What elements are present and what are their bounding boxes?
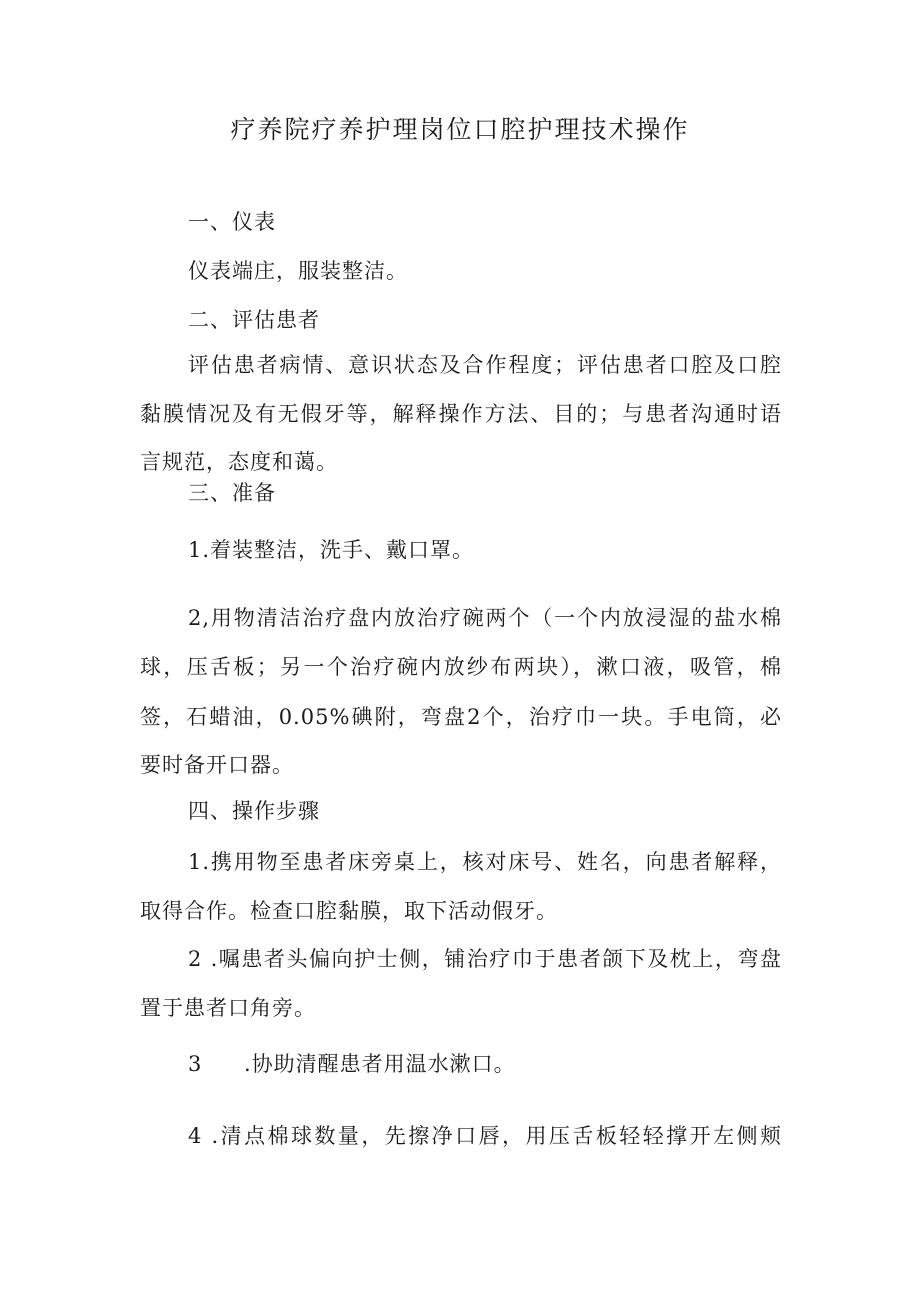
section-heading-procedure: 四、操作步骤 <box>188 799 320 823</box>
paragraph-line: 仪表端庄，服装整洁。 <box>188 259 408 283</box>
section-heading-appearance: 一、仪表 <box>188 210 276 234</box>
list-item: 1.着装整洁，洗手、戴口罩。 <box>188 538 475 562</box>
paragraph-line: 言规范，态度和蔼。 <box>140 450 338 474</box>
paragraph-line: 球，压舌板；另一个治疗碗内放纱布两块），漱口液，吸管，棉 <box>140 655 782 679</box>
section-heading-preparation: 三、准备 <box>188 481 276 505</box>
paragraph-line: 评估患者病情、意识状态及合作程度；评估患者口腔及口腔 <box>188 353 782 377</box>
document-title: 疗养院疗养护理岗位口腔护理技术操作 <box>230 115 690 144</box>
paragraph-line: 签，石蜡油，0.05%碘附，弯盘2个，治疗巾一块。手电筒，必 <box>140 705 782 729</box>
list-item-text: .协助清醒患者用温水漱口。 <box>244 1052 516 1076</box>
paragraph-line: 要时备开口器。 <box>140 753 294 777</box>
paragraph-line: 置于患者口角旁。 <box>140 996 316 1020</box>
list-item <box>188 1049 516 1079</box>
list-item: 2 .嘱患者头偏向护士侧，铺治疗巾于患者颌下及枕上，弯盘 <box>188 947 782 971</box>
list-item: 2,用物清洁治疗盘内放治疗碗两个（一个内放浸湿的盐水棉 <box>188 606 782 630</box>
list-item: 1.携用物至患者床旁桌上，核对床号、姓名，向患者解释， <box>188 850 782 874</box>
list-item: 4 .清点棉球数量，先擦净口唇，用压舌板轻轻撑开左侧颊 <box>188 1124 782 1148</box>
paragraph-line: 取得合作。检查口腔黏膜，取下活动假牙。 <box>140 899 558 923</box>
paragraph-line: 黏膜情况及有无假牙等，解释操作方法、目的；与患者沟通时语 <box>140 402 782 426</box>
section-heading-assessment: 二、评估患者 <box>188 308 320 332</box>
list-item-number: 3 <box>188 1052 203 1076</box>
